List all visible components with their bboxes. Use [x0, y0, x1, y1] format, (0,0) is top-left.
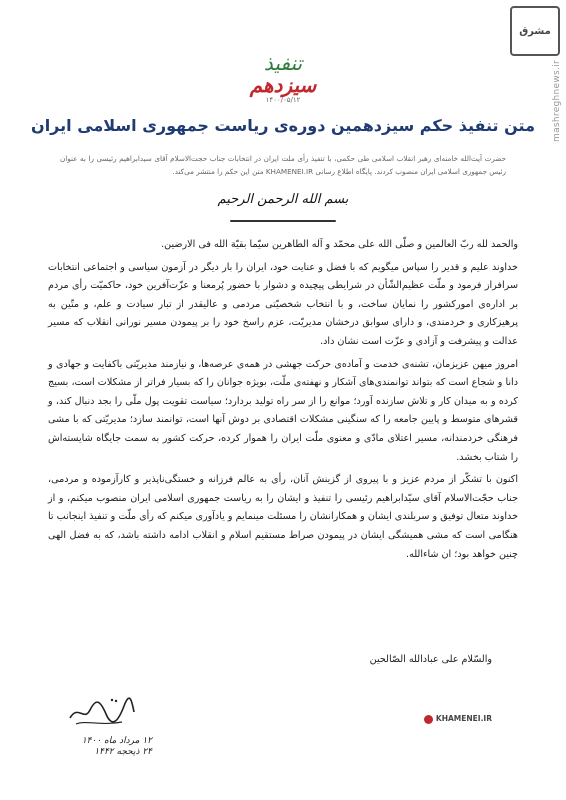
bismillah-underline	[230, 220, 336, 222]
watermark-url: mashreghnews.ir	[552, 60, 562, 142]
signature-date-line2: ۲۴ ذیحجه ۱۴۴۲	[94, 747, 152, 757]
paragraph: امروز میهن عزیزمان، تشنه‌ی خدمت و آماده‌ی حرکت جهشی در همه‌ی عرصه‌ها، و نیازمند مدیریّتی باکفایت و جهادی و دانا و شجاع است که بتواند توانمندی‌های آشکار و نهفته‌ی ملّت، بویژه جوانان را که بسیار فراتر از مشکلات است، بسیج کرده و به میدان کار و تلاش سازنده آورد؛ موانع را از سر راه تولید بردارد؛ سیاست تقویت پول ملّی را بجد دنبال کند، و قشرهای متوسط و پایین جامعه را که سنگینی مشکلات اقتصادی بر دوش آنها است، توانمند سازد؛ مدیریّتی که با مشی فرهنگی خردمندانه، مسیر اعتلای مادّی و معنوی ملّت ایران را هموار کرده، حرکت کشور به سمت جایگاه شایسته‌اش را شتاب بخشد.	[48, 358, 518, 463]
emblem-date: ۱۴۰۰/۰۵/۱۲	[265, 96, 301, 104]
emblem-line2: سیزدهم	[249, 73, 317, 97]
publisher-logo	[510, 6, 560, 56]
publisher-logo-text: مشرق	[519, 25, 551, 37]
paragraph: والحمد لله ربّ العالمین و صلّی الله علی محمّد و آله الطاهرین سیّما بقیّة الله فی الارضین.	[161, 239, 518, 250]
signature-date	[62, 736, 152, 758]
site-label-text: KHAMENEI.IR	[435, 714, 492, 723]
closing-salutation: والسّلام علی عبادالله الصّالحین	[369, 654, 492, 665]
paragraph: اکنون با تشکّر از مردم عزیز و با پیروی از گزینش آنان، رأی به عالم فرزانه و خستگی‌ناپذیر و کارآزموده و مردمی، جناب حجّت‌الاسلام آقای سیّدابراهیم رئیسی را تنفیذ و ایشان را به ریاست جمهوری اسلامی ایران منصوب میکنم، و از خداوند متعال توفیق و سربلندی ایشان و همکارانشان را مسئلت مینمایم و یادآوری میکنم که رأی ملّت و تنفیذ اینجانب تا هنگامی است که مشی همیشگی ایشان در پیمودن صراط مستقیم اسلام و انقلاب ادامه داشته باشد، که به فضل الهی چنین خواهد بود؛ ان شاءالله.	[48, 474, 518, 560]
emblem-line1: تنفیذ	[263, 51, 303, 75]
decree-body	[48, 236, 518, 568]
handwritten-signature	[66, 692, 136, 732]
bismillah-calligraphy: بسم الله الرحمن الرحیم	[217, 192, 349, 207]
paragraph: خداوند علیم و قدیر را سپاس میگویم که با فضل و عنایت خود، ایران را بار دیگر در آزمون سیاسی و اجتماعی انتخابات سرافراز فرمود و ملّت عظیم‌الشّأن در شرایطی پیچیده و دشوار با حضور پُرمعنا و عزّت‌آفرین خود، حاکمیّت رأی مردم بر اداره‌ی امورکشور را نمایان ساخت، و با انتخاب شخصیّتی مردمی و عالیقدر از تبار سیادت و علم، و متّین به پرهیزکاری و خردمندی، و دارای سوابق درخشان مدیریّت، عزم راسخ خود را بر پیمودن مسیر نورانی انقلاب که مسیر عدالت و پیشرفت و آزادی و عزّت است نشان داد.	[48, 261, 518, 347]
site-label	[424, 714, 492, 724]
signature-date-line1: ۱۲ مرداد ماه ۱۴۰۰	[81, 736, 152, 746]
tanfiz-emblem	[233, 52, 333, 108]
site-logo-icon	[424, 715, 433, 724]
document-title: متن تنفیذ حکم سیزدهمین دوره‌ی ریاست جمهوری اسلامی ایران	[31, 116, 535, 135]
intro-text: حضرت آیت‌الله خامنه‌ای رهبر انقلاب اسلامی طی حکمی، با تنفیذ رأی ملت ایران در انتخابات جناب حجت‌الاسلام آقای سیدابراهیم رئیسی را به عنوان رئیس جمهوری اسلامی ایران منصوب کردند. پایگاه اطلاع رسانی KHAMENEI.IR متن این حکم را منتشر می‌کند.	[60, 154, 506, 176]
